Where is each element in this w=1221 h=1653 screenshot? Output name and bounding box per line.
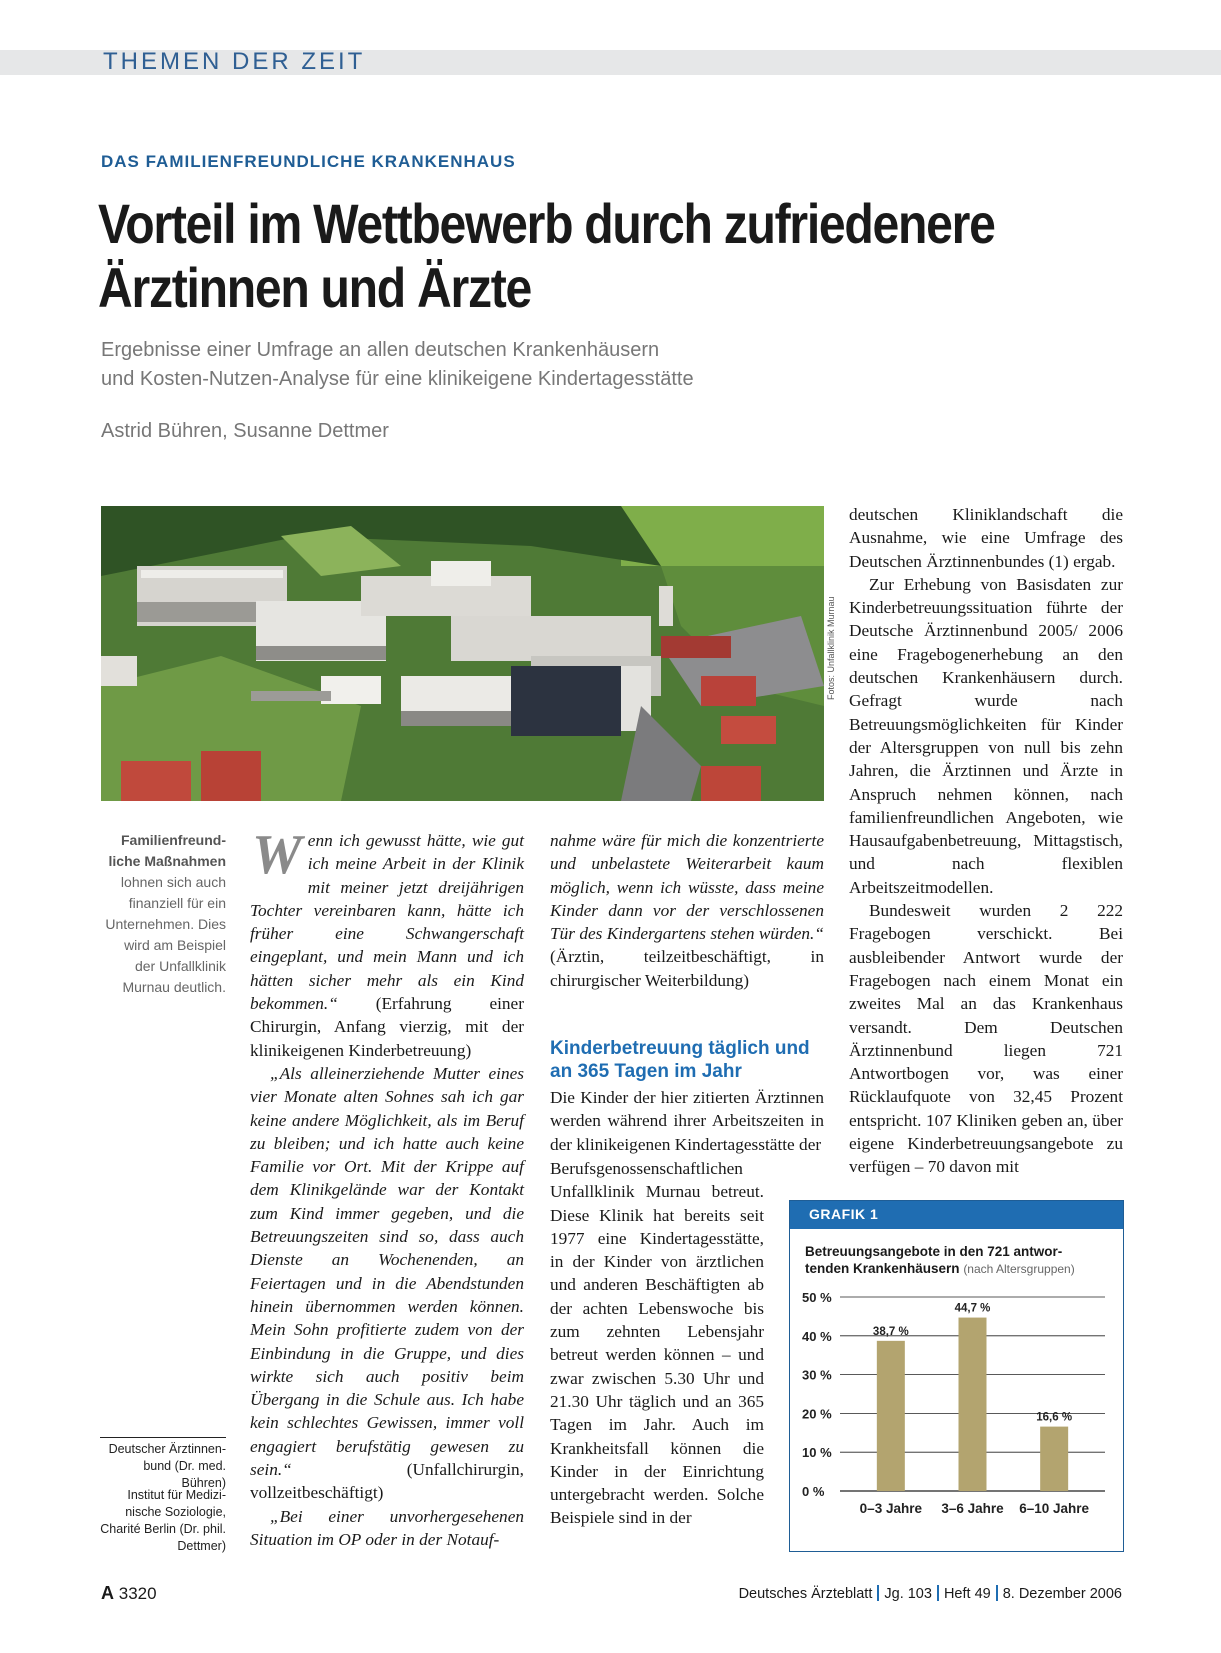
chart-title-line-2: tenden Krankenhäusern — [805, 1261, 960, 1276]
chart-bar — [1040, 1427, 1068, 1491]
body-column-2 — [550, 829, 824, 992]
journal-volume: Jg. 103 — [884, 1586, 932, 1602]
chart-data-label: 16,6 % — [1036, 1411, 1073, 1424]
col1-source-1: (Erfahrung einer Chirurgin, Anfang vierzig, mit der klinikeigenen Kinderbetreuung) — [250, 994, 524, 1060]
col2-paragraph-1 — [550, 829, 824, 992]
col1-paragraph-2 — [250, 1062, 524, 1505]
title-line-2: Ärztinnen und Ärzte — [98, 256, 531, 319]
col3-paragraph-3: Bundesweit wurden 2 222 Fragebogen verschickt. Bei ausbleibender Antwort wurde der Fragebogen nach einem Monat ein zweites Mal an das Krankenhaus versandt. Dem Deutschen Ärztinnenbund liegen 721 Antwortbogen vor, was einer Rücklaufquote von 32,45 Prozent entspricht. 107 Kliniken geben an, über eigene Kinderbetreuungsangebote zu verfügen – 70 davon mit — [849, 901, 1123, 1177]
chart-data-label: 44,7 % — [954, 1302, 991, 1315]
page-number — [101, 1583, 157, 1604]
footer-separator — [996, 1585, 998, 1601]
body-column-1 — [250, 824, 524, 1551]
journal-issue: Heft 49 — [943, 1586, 991, 1602]
chart-title-note: (nach Altersgruppen) — [963, 1262, 1075, 1276]
body-column-3 — [849, 503, 1123, 1179]
chart-bar — [959, 1318, 987, 1491]
article-kicker: DAS FAMILIENFREUNDLICHE KRANKENHAUS — [101, 152, 516, 171]
chart-xtick-label: 3–6 Jahre — [941, 1501, 1004, 1516]
margin-note-text: lohnen sich auch finanziell für ein Unternehmen. Dies wird am Beispiel der Unfallklinik Murnau deutlich. — [105, 874, 226, 995]
chart-xtick-label: 6–10 Jahre — [1019, 1501, 1090, 1516]
col3-paragraph-2: Zur Erhebung von Basisdaten zur Kinderbetreuungssituation führte der Deutsche Ärztinnenbund 2005/ 2006 eine Fragebogenerhebung an den deutschen Krankenhäusern durch. Gefragt wurde nach Betreuungsmöglichkeiten für Kinder der Altersgruppen von null bis zehn Jahren, die Ärztinnen und Ärzte in Anspruch nehmen können, nach familienfreundlichen Angeboten, wie Hausaufgabenbetreuung, Mittagstisch, und nach flexiblen Arbeitszeitmodellen. — [849, 574, 1123, 897]
col2-paragraph-2-narrow — [550, 1157, 764, 1530]
chart-header-label: GRAFIK 1 — [809, 1206, 879, 1222]
footer-separator — [877, 1585, 879, 1601]
col1-paragraph-3 — [250, 1505, 524, 1552]
chart-ytick-label: 10 % — [802, 1445, 832, 1461]
col2-paragraph-2-cont: Berufsgenossenschaftlichen Unfallklinik Murnau betreut. Diese Klinik hat bereits seit 1977 eine Kindertagesstätte, in der Kinder von ärztlichen und anderen Beschäftigten ab der achten Lebenswoche bis zum zehnten Lebensjahr betreut werden können – und zwar zwischen 5.30 Uhr und 21.30 Uhr täglich und an 365 Tagen im Jahr. Auch im Krankheitsfall können die Kinder in der Einrichtung untergebracht werden. Solche Beispiele sind in der — [550, 1159, 764, 1528]
journal-name: Deutsches Ärzteblatt — [738, 1586, 873, 1602]
chart-data-label: 38,7 % — [872, 1325, 909, 1338]
col1-paragraph-1 — [250, 824, 524, 1062]
journal-citation — [739, 1585, 1122, 1602]
section-label: THEMEN DER ZEIT — [103, 48, 366, 75]
affiliation-charite: Institut für Medizi- nische Soziologie, Charité Berlin (Dr. phil. Dettmer) — [100, 1488, 226, 1553]
col1-quote-3: „Bei einer unvorhergesehenen Situation im OP oder in der Notauf- — [250, 1506, 524, 1549]
col1-quote-1: enn ich gewusst hätte, wie gut ich meine Arbeit in der Klinik mit meiner jetzt dreijährigen Tochter vereinbaren kann, hätte ich früher eine Schwangerschaft eingeplant, und mein Mann und ich hätten sicher mehr als ein Kind bekommen.“ — [250, 831, 524, 1014]
chart-bar — [877, 1341, 905, 1491]
chart-grafik-1 — [789, 1200, 1124, 1552]
margin-note-bold: Familienfreund- liche Maßnahmen — [108, 832, 226, 869]
col2-paragraph-2-wide: Die Kinder der hier zitierten Ärztinnen werden während ihrer Arbeitszeiten in der klinikeigenen Kindertagesstätte der — [550, 1088, 824, 1154]
drop-cap: W — [252, 824, 302, 886]
affiliation-aerztinnenbund: Deutscher Ärztinnen- bund (Dr. med. Bühren) — [100, 1437, 226, 1492]
title-line-1: Vorteil im Wettbewerb durch zufriedenere — [98, 192, 995, 255]
col2-quote-1: nahme wäre für mich die konzentrierte und unbelastete Weiterarbeit kaum möglich, wenn ich wüsste, dass meine Kinder dann vor der verschlossenen Tür des Kindergartens stehen würden.“ — [550, 831, 824, 944]
footer-separator — [937, 1585, 939, 1601]
aerial-photo-graphic — [101, 506, 824, 801]
page-number-value: 3320 — [118, 1584, 157, 1603]
chart-ytick-label: 40 % — [802, 1328, 832, 1344]
article-authors: Astrid Bühren, Susanne Dettmer — [101, 420, 389, 442]
subtitle-line-1: Ergebnisse einer Umfrage an allen deutschen Krankenhäusern — [101, 339, 660, 361]
hospital-aerial-photo — [101, 506, 824, 801]
col3-paragraph-1: deutschen Kliniklandschaft die Ausnahme, wie eine Umfrage des Deutschen Ärztinnenbundes (1) ergab. — [849, 505, 1123, 571]
article-subtitle — [101, 336, 1101, 394]
col2-subheading: Kinderbetreuung täglich und an 365 Tagen im Jahr — [550, 1038, 810, 1082]
chart-ytick-label: 0 % — [802, 1484, 825, 1499]
col1-quote-2: „Als alleinerziehende Mutter eines vier Monate alten Sohnes sah ich gar keine andere Möglichkeit, als im Beruf zu bleiben; und ich hatte auch keine Familie vor Ort. Mit der Krippe auf dem Klinikgelände war der Kontakt zum Kind immer gegeben, und die Betreuungszeiten sind so, dass auch Dienste an Wochenenden, an Feiertagen und in die Abendstunden hinein übernommen werden können. Mein Sohn profitierte zudem von der Einbindung in die Gruppe, und dies wirkte sich auch positiv beim Übergang in die Schule aus. Ich habe kein schlechtes Gewissen, immer voll engagiert berufstätig gewesen zu sein.“ — [250, 1063, 524, 1480]
margin-note — [100, 830, 226, 998]
chart-title-line-1: Betreuungsangebote in den 721 antwor- — [805, 1244, 1063, 1259]
chart-plot — [790, 1201, 1123, 1551]
subtitle-line-2: und Kosten-Nutzen-Analyse für eine klinikeigene Kindertagesstätte — [101, 368, 694, 390]
photo-credit: Fotos: Unfallklinik Murnau — [826, 596, 836, 700]
journal-date: 8. Dezember 2006 — [1002, 1586, 1122, 1602]
col2-paragraph-2-top — [550, 1086, 824, 1156]
chart-ytick-label: 20 % — [802, 1406, 832, 1422]
article-title — [98, 192, 1010, 320]
page-prefix: A — [101, 1583, 114, 1603]
col1-source-2: (Unfallchirurgin, vollzeitbeschäftigt) — [250, 1460, 524, 1503]
chart-xtick-label: 0–3 Jahre — [859, 1501, 922, 1516]
chart-ytick-label: 30 % — [802, 1367, 832, 1383]
col2-source-1: (Ärztin, teilzeitbeschäftigt, in chirurgischer Weiterbildung) — [550, 947, 824, 990]
chart-ytick-label: 50 % — [802, 1290, 832, 1305]
